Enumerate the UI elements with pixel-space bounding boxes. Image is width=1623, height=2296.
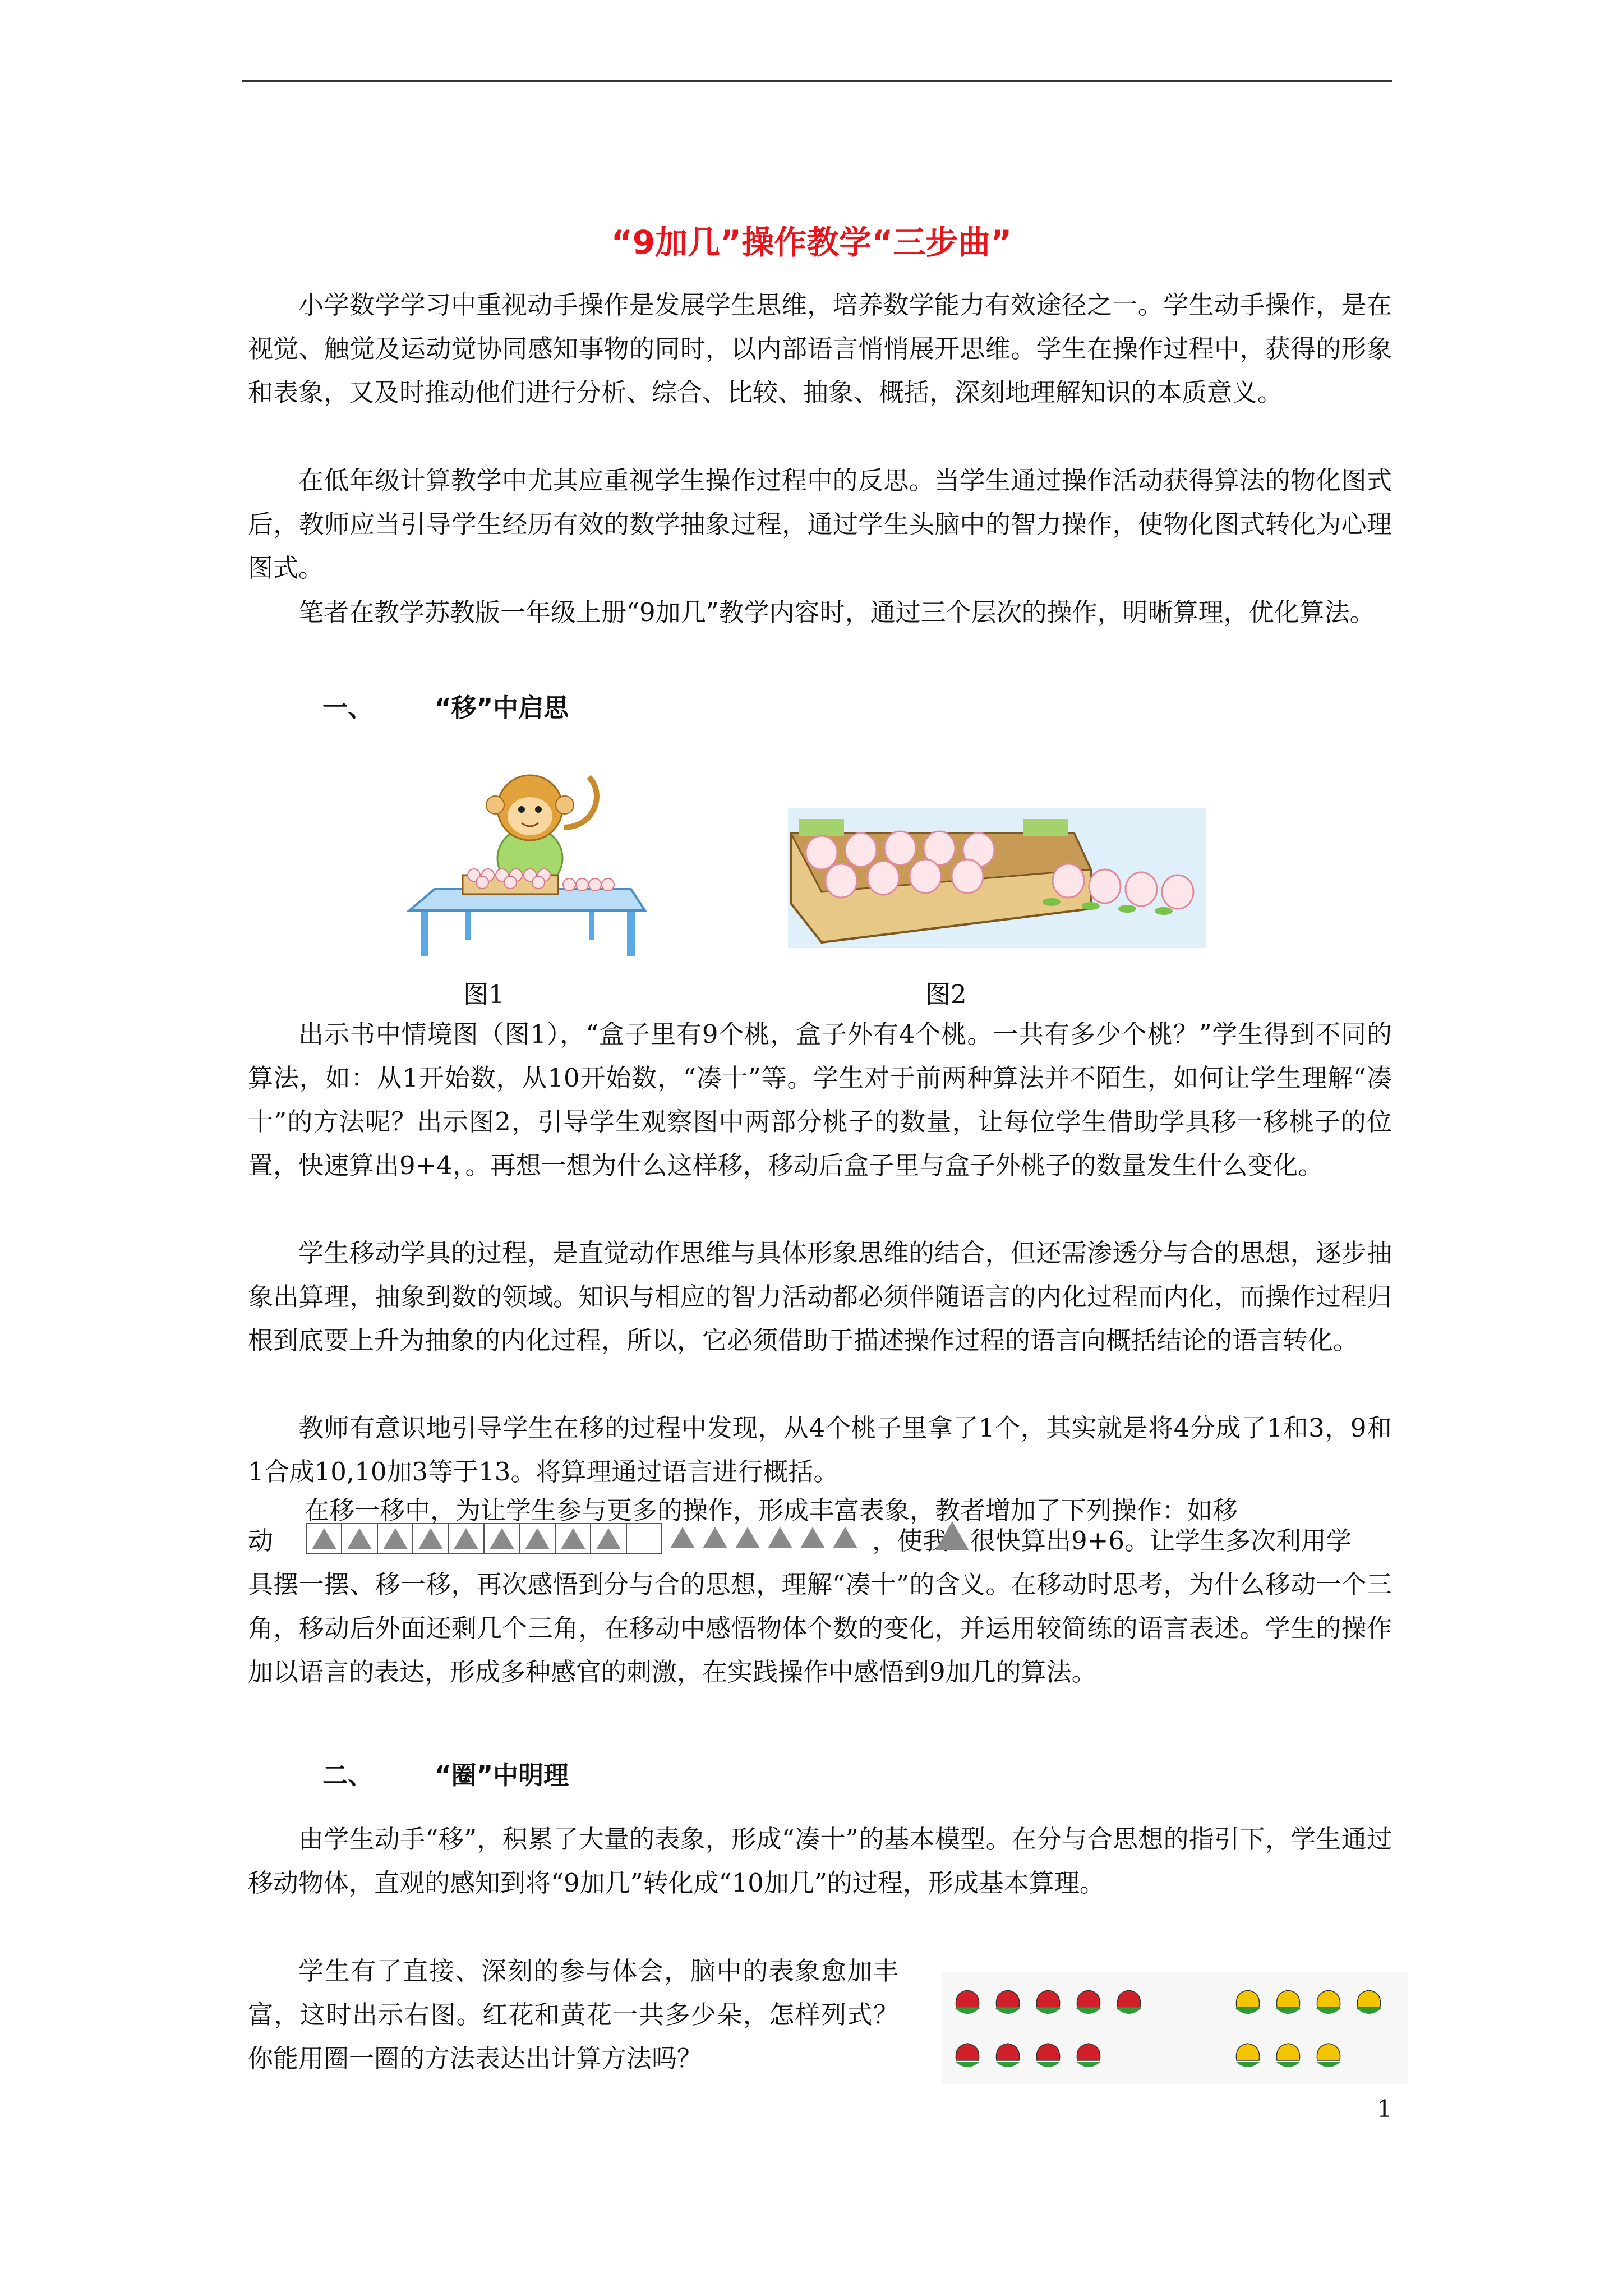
- flowers-figure: [942, 1972, 1408, 2084]
- section-1-paragraph-3: 教师有意识地引导学生在移的过程中发现，从4个桃子里拿了1个，其实就是将4分成了1和3，9和1合成10,10加3等于13。将算理通过语言进行概括。: [248, 1413, 1392, 1487]
- intro-paragraph-3: 笔者在教学苏教版一年级上册“9加几”教学内容时，通过三个层次的操作，明晰算理，优化算法。: [298, 597, 1375, 627]
- section-1-title: “移”中启思: [435, 693, 569, 723]
- triangle-icon: [703, 1527, 727, 1548]
- document-title: “9加几”操作教学“三步曲”: [611, 223, 1012, 261]
- figure-2-peach-box: [788, 808, 1206, 948]
- triangle-icon: [800, 1527, 825, 1548]
- figure-1-caption: 图1: [463, 979, 505, 1009]
- section-1-number: 一、: [322, 693, 374, 723]
- yellow-flower-icon: [1316, 1990, 1341, 2014]
- frame-cell: [378, 1524, 413, 1553]
- section-2-paragraph-2: 学生有了直接、深刻的参与体会，脑中的表象愈加丰富，这时出示右图。红花和黄花一共多少朵，怎样列式？你能用圈一圈的方法表达出计算方法吗？: [248, 1956, 898, 2073]
- frame-cell: [556, 1524, 591, 1553]
- triangle-paragraph-end: 很快算出9+6。让学生多次利用学: [970, 1526, 1352, 1556]
- triangle-paragraph-mid: ，使我: [872, 1526, 948, 1556]
- triangle-paragraph-rest: 具摆一摆、移一移，再次感悟到分与合的思想，理解“凑十”的含义。在移动时思考，为什么移动一个三角，移动后外面还剩几个三角，在移动中感悟物体个数的变化，并运用较简练的语言表述。学生的操作加以语言的表达，形成多种感官的刺激，在实践操作中感悟到9加几的算法。: [248, 1570, 1392, 1687]
- triangle-icon: [312, 1528, 336, 1549]
- yellow-flower-icon: [1235, 1990, 1260, 2014]
- red-flower-icon: [995, 1990, 1020, 2014]
- ten-frame-box: [306, 1523, 662, 1554]
- triangle-icon: [768, 1527, 792, 1548]
- red-flower-icon: [1076, 2044, 1101, 2067]
- page-number: 1: [1377, 2095, 1392, 2123]
- triangle-icon: [418, 1528, 443, 1549]
- triangle-icon: [454, 1528, 478, 1549]
- frame-cell: [307, 1524, 342, 1553]
- triangle-icon: [490, 1528, 514, 1549]
- triangle-icon: [735, 1527, 760, 1548]
- section-2-paragraph-1: 由学生动手“移”，积累了大量的表象，形成“凑十”的基本模型。在分与合思想的指引下，学生通过移动物体，直观的感知到将“9加几”转化成“10加几”的过程，形成基本算理。: [248, 1824, 1392, 1898]
- intro-paragraph-1: 小学数学学习中重视动手操作是发展学生思维，培养数学能力有效途径之一。学生动手操作，是在视觉、触觉及运动觉协同感知事物的同时，以内部语言悄悄展开思维。学生在操作过程中，获得的形象和表象，又及时推动他们进行分析、综合、比较、抽象、概括，深刻地理解知识的本质意义。: [248, 290, 1392, 407]
- figure-1-monkey-table: [404, 760, 651, 956]
- frame-cell: [342, 1524, 377, 1553]
- section-1-heading: [322, 687, 569, 724]
- triangle-icon: [833, 1527, 857, 1548]
- frame-cell-empty: [627, 1524, 661, 1553]
- red-flower-icon: [955, 1990, 980, 2014]
- red-flower-icon: [955, 2044, 980, 2067]
- yellow-flower-icon: [1357, 1990, 1381, 2014]
- triangle-icon: [347, 1528, 372, 1549]
- triangle-paragraph-dong: 动: [248, 1526, 274, 1556]
- red-flower-icon: [1117, 1990, 1141, 2014]
- frame-cell: [520, 1524, 555, 1553]
- yellow-flower-icon: [1276, 2044, 1301, 2067]
- intro-paragraph-2: 在低年级计算教学中尤其应重视学生操作过程中的反思。当学生通过操作活动获得算法的物化图式后，教师应当引导学生经历有效的数学抽象过程，通过学生头脑中的智力操作，使物化图式转化为心理图式。: [248, 466, 1392, 583]
- triangle-icon: [561, 1528, 585, 1549]
- yellow-flower-icon: [1276, 1990, 1301, 2014]
- triangle-icon: [670, 1527, 695, 1548]
- section-2-title: “圈”中明理: [435, 1760, 569, 1790]
- red-flower-icon: [1036, 2044, 1061, 2067]
- section-2-heading: [322, 1755, 569, 1791]
- red-flower-icon: [1076, 1990, 1101, 2014]
- triangle-icon: [596, 1528, 621, 1549]
- red-flower-icon: [995, 2044, 1020, 2067]
- red-flower-icon: [1036, 1990, 1061, 2014]
- frame-cell: [449, 1524, 485, 1553]
- red-flowers: [955, 1990, 1141, 2067]
- frame-cell: [591, 1524, 626, 1553]
- frame-cell: [485, 1524, 520, 1553]
- moved-triangle-icon: [935, 1521, 969, 1550]
- figure-2-caption: 图2: [925, 979, 967, 1009]
- yellow-flowers: [1235, 1990, 1381, 2067]
- yellow-flower-icon: [1235, 2044, 1260, 2067]
- header-rule: [242, 80, 1392, 82]
- section-1-paragraph-1: 出示书中情境图（图1），“盒子里有9个桃，盒子外有4个桃。一共有多少个桃？”学生得到不同的算法，如：从1开始数，从10开始数，“凑十”等。学生对于前两种算法并不陌生，如何让学生理解“凑十”的方法呢？出示图2，引导学生观察图中两部分桃子的数量，让每位学生借助学具移一移桃子的位置，快速算出9+4，。再想一想为什么这样移，移动后盒子里与盒子外桃子的数量发生什么变化。: [248, 1019, 1392, 1180]
- triangle-icon: [383, 1528, 408, 1549]
- section-1-paragraph-2: 学生移动学具的过程，是直觉动作思维与具体形象思维的结合，但还需渗透分与合的思想，逐步抽象出算理，抽象到数的领域。知识与相应的智力活动都必须伴随语言的内化过程而内化，而操作过程归根到底要上升为抽象的内化过程，所以，它必须借助于描述操作过程的语言向概括结论的语言转化。: [248, 1238, 1392, 1355]
- outside-triangles: [670, 1527, 857, 1548]
- frame-cell: [413, 1524, 449, 1553]
- section-2-number: 二、: [322, 1760, 374, 1790]
- triangle-paragraph-line-1: 在移一移中，为让学生参与更多的操作，形成丰富表象，教者增加了下列操作：如移: [304, 1496, 1238, 1525]
- yellow-flower-icon: [1316, 2044, 1341, 2067]
- triangle-icon: [525, 1528, 550, 1549]
